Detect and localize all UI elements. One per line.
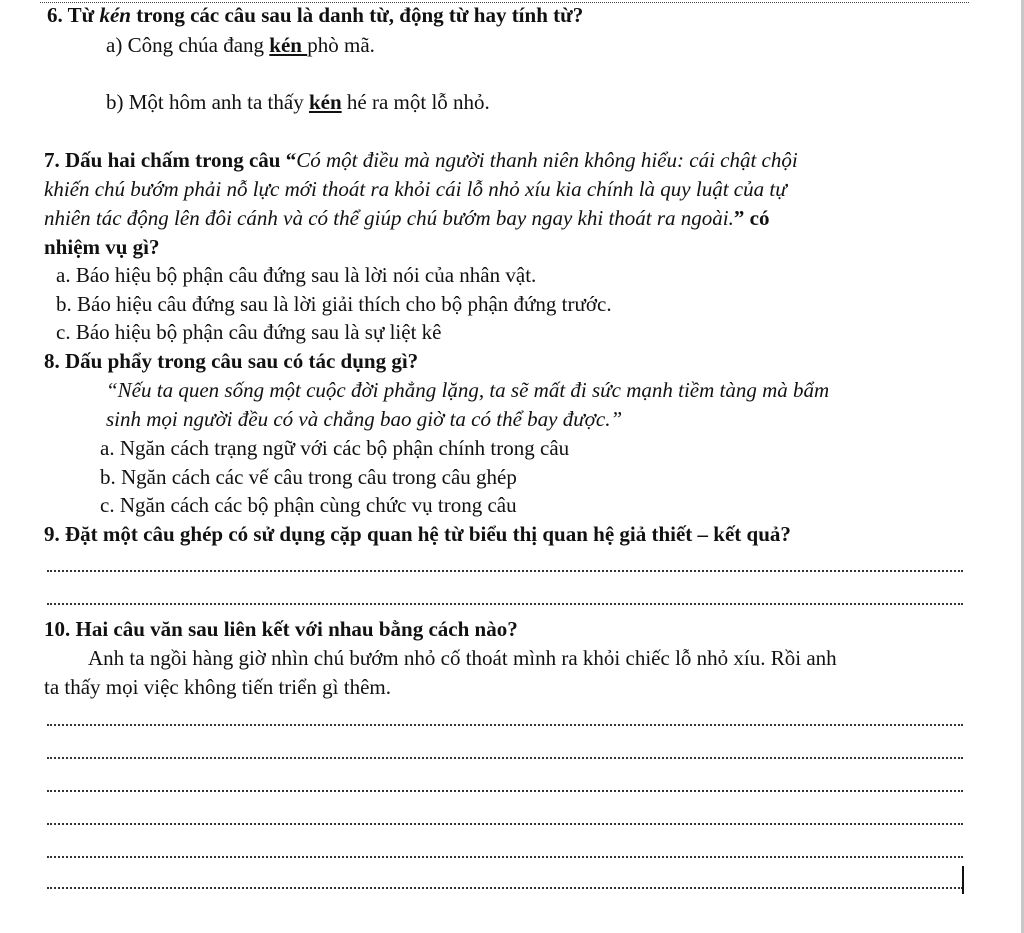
q7-quote-line-3: nhiên tác động lên đôi cánh và có thể giúp chú bướm bay ngay khi thoát ra ngoài.” có [44, 206, 770, 230]
text-cursor [962, 866, 964, 894]
q6-a-keyword: kén [269, 33, 308, 57]
q6-b-keyword: kén [308, 90, 342, 114]
q10-answer-line-1 [47, 724, 963, 726]
q8-title: 8. Dấu phẩy trong câu sau có tác dụng gì? [44, 349, 419, 373]
q7-quote: Có một điều mà người thanh niên không hiểu: cái chật chội [296, 148, 798, 172]
q9-title: 9. Đặt một câu ghép có sử dụng cặp quan hệ từ biểu thị quan hệ giả thiết – kết quả? [44, 522, 791, 546]
q7-quote-line-2: khiến chú bướm phải nỗ lực mới thoát ra khỏi cái lỗ nhỏ xíu kia chính là quy luật của tự [44, 177, 787, 201]
q6-sentence-b: b) Một hôm anh ta thấy kén hé ra một lỗ nhỏ. [106, 90, 490, 114]
q10-answer-line-3 [47, 790, 963, 792]
q9-answer-line-2 [47, 603, 963, 605]
q10-text-line-2: ta thấy mọi việc không tiến triển gì thêm. [44, 675, 392, 699]
q9-answer-line-1 [47, 570, 963, 572]
q8-option-a: a. Ngăn cách trạng ngữ với các bộ phận chính trong câu [100, 436, 570, 460]
q7-title-line-1: 7. Dấu hai chấm trong câu “Có một điều mà người thanh niên không hiểu: cái chật chội [44, 148, 798, 172]
q7-option-b: b. Báo hiệu câu đứng sau là lời giải thích cho bộ phận đứng trước. [56, 292, 612, 316]
q10-answer-line-2 [47, 757, 963, 759]
q7-title-end: nhiệm vụ gì? [44, 235, 160, 259]
q10-answer-line-4 [47, 823, 963, 825]
q7-option-c: c. Báo hiệu bộ phận câu đứng sau là sự liệt kê [56, 320, 442, 344]
q7-option-a: a. Báo hiệu bộ phận câu đứng sau là lời nói của nhân vật. [56, 263, 537, 287]
q10-answer-line-5 [47, 856, 963, 858]
q10-text-line-1: Anh ta ngồi hàng giờ nhìn chú bướm nhỏ cố thoát mình ra khỏi chiếc lỗ nhỏ xíu. Rồi anh [88, 646, 837, 670]
q8-quote-line-1: “Nếu ta quen sống một cuộc đời phẳng lặng, ta sẽ mất đi sức mạnh tiềm tàng mà bẩm [106, 378, 830, 402]
q6-sentence-a: a) Công chúa đang kén phò mã. [106, 33, 375, 57]
q6-title: 6. Từ kén trong các câu sau là danh từ, động từ hay tính từ? [47, 3, 584, 27]
q8-quote-line-2: sinh mọi người đều có và chẳng bao giờ ta có thể bay được.” [106, 407, 623, 431]
q6-keyword: kén [99, 3, 131, 27]
q10-title: 10. Hai câu văn sau liên kết với nhau bằng cách nào? [44, 617, 518, 641]
q10-answer-line-6 [47, 887, 963, 889]
q8-option-c: c. Ngăn cách các bộ phận cùng chức vụ trong câu [100, 493, 517, 517]
q8-option-b: b. Ngăn cách các vế câu trong câu trong câu ghép [100, 465, 517, 489]
